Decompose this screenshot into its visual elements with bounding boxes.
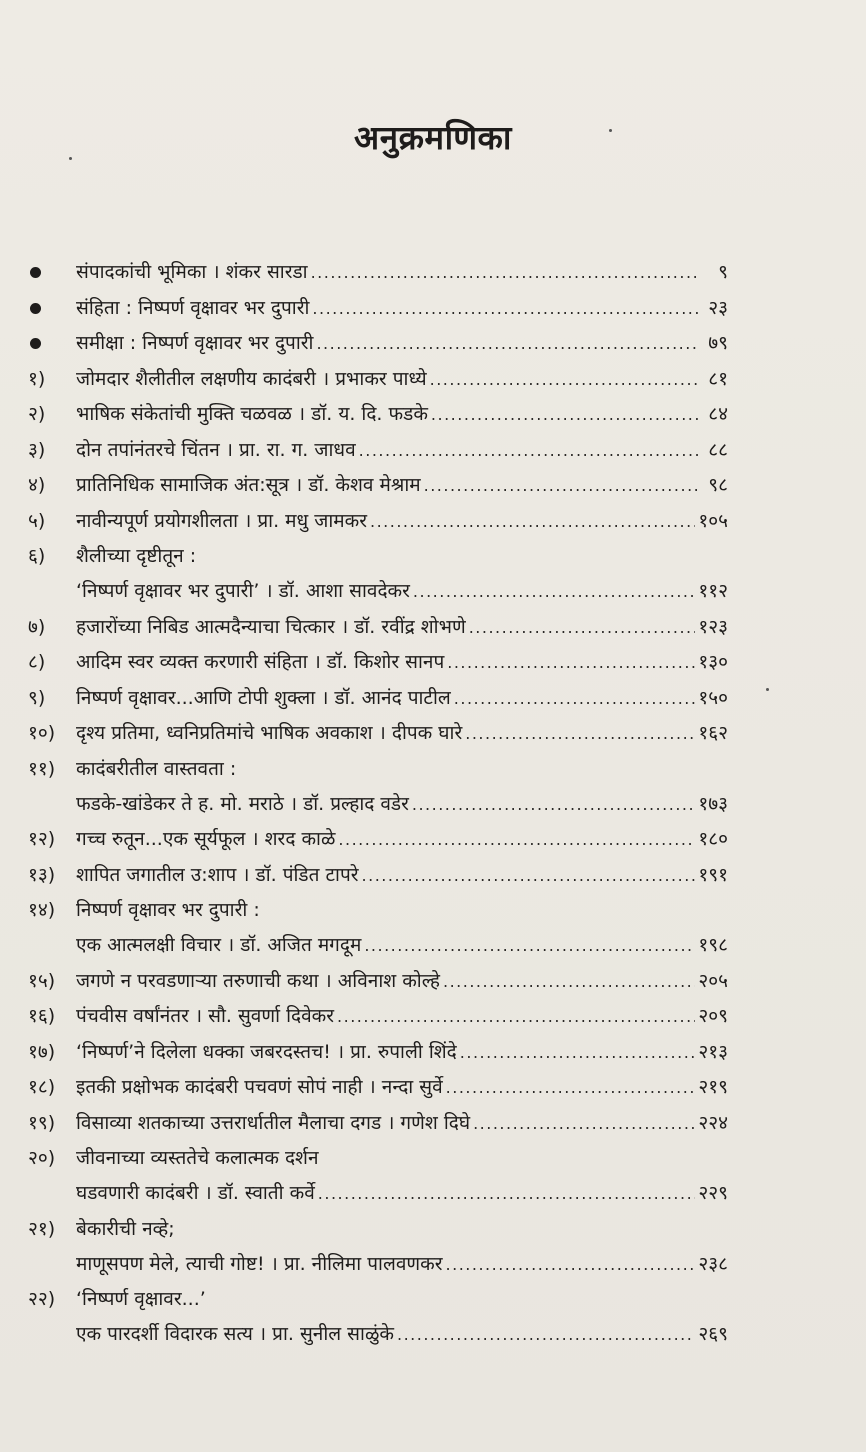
dot-leader — [370, 507, 695, 537]
entry-heading-line: कादंबरीतील वास्तवता : — [76, 757, 237, 780]
bullet-icon — [30, 338, 41, 349]
page-number: ९८ — [708, 474, 728, 496]
page-number: १९८ — [698, 934, 728, 956]
entry-row — [76, 718, 728, 749]
toc-entry — [28, 1214, 728, 1279]
page-number: १०५ — [698, 509, 728, 532]
toc-entry — [28, 824, 728, 854]
entry-number: १५) — [28, 969, 56, 992]
entry-title: प्रातिनिधिक सामाजिक अंत:सूत्र । डॉ. केशव मेश्राम — [76, 474, 421, 496]
dot-leader — [316, 329, 699, 359]
page-number: ८४ — [708, 403, 728, 425]
entry-number: १) — [28, 367, 46, 390]
entry-number: १३) — [28, 863, 56, 886]
entry-heading-line: शैलीच्या दृष्टीतून : — [76, 545, 197, 567]
page-number: २३ — [708, 296, 728, 319]
toc-entry — [28, 293, 728, 323]
entry-number: ८) — [28, 651, 46, 673]
page-number: २३८ — [698, 1252, 728, 1275]
page-number: ९ — [718, 261, 728, 283]
toc-entry — [28, 647, 728, 677]
page-number: १५० — [698, 686, 728, 709]
page-number: २०५ — [698, 969, 728, 992]
entry-number: १७) — [28, 1040, 56, 1063]
entry-number: ४) — [28, 474, 46, 496]
toc-entry — [28, 257, 728, 287]
entry-number: ७) — [28, 615, 46, 638]
dot-leader — [397, 1320, 695, 1350]
dot-leader — [446, 1073, 696, 1103]
entry-row — [76, 647, 728, 678]
entry-title: दोन तपांनंतरचे चिंतन । प्रा. रा. ग. जाधव — [76, 438, 356, 461]
entry-number: १४) — [28, 899, 56, 921]
toc-entry — [28, 1108, 728, 1138]
entry-title: पंचवीस वर्षांनंतर । सौ. सुवर्णा दिवेकर — [76, 1005, 335, 1027]
entry-title: जोमदार शैलीतील लक्षणीय कादंबरी । प्रभाकर पाध्ये — [76, 367, 427, 390]
dot-leader — [469, 613, 696, 643]
page-number: १८० — [698, 828, 728, 850]
entry-title: एक आत्मलक्षी विचार । डॉ. अजित मगदूम — [76, 934, 362, 956]
entry-heading-line: जीवनाच्या व्यस्ततेचे कलात्मक दर्शन — [76, 1147, 319, 1169]
entry-title: घडवणारी कादंबरी । डॉ. स्वाती कर्वे — [76, 1182, 315, 1204]
page-title: अनुक्रमणिका — [354, 118, 512, 157]
entry-row — [76, 293, 728, 324]
entry-title: माणूसपण मेले, त्याची गोष्ट! । प्रा. नीलिमा पालवणकर — [76, 1252, 443, 1275]
toc-entry — [28, 1037, 728, 1067]
entry-title: जगणे न परवडणाऱ्या तरुणाची कथा । अविनाश कोल्हे — [76, 969, 440, 992]
toc-entry — [28, 435, 728, 465]
entry-number: १२) — [28, 828, 56, 850]
page-number: ८८ — [708, 438, 728, 461]
entry-title: संहिता : निष्पर्ण वृक्षावर भर दुपारी — [76, 296, 310, 319]
entry-title: नावीन्यपूर्ण प्रयोगशीलता । प्रा. मधु जामकर — [76, 509, 367, 532]
toc-entry — [28, 1072, 728, 1102]
dot-leader — [473, 1109, 695, 1139]
dot-leader — [460, 1038, 696, 1068]
toc-entry — [28, 1001, 728, 1031]
entry-row — [76, 399, 728, 430]
dot-leader — [465, 719, 695, 749]
toc-entry — [28, 506, 728, 536]
page-number: १९१ — [698, 863, 728, 886]
dot-leader — [312, 294, 699, 324]
entry-row — [76, 1319, 728, 1350]
entry-title: आदिम स्वर व्यक्त करणारी संहिता । डॉ. किशोर सानप — [76, 651, 445, 673]
dot-leader — [454, 684, 696, 714]
bullet-icon — [30, 303, 41, 314]
entry-number: १९) — [28, 1111, 56, 1134]
entry-number: १८) — [28, 1076, 56, 1098]
entry-row — [76, 576, 728, 607]
toc-entry — [28, 399, 728, 429]
entry-title: निष्पर्ण वृक्षावर...आणि टोपी शुक्ला । डॉ. आनंद पाटील — [76, 686, 451, 709]
print-speck — [69, 157, 72, 160]
entry-row — [76, 1001, 728, 1032]
entry-title: भाषिक संकेतांची मुक्ति चळवळ । डॉ. य. दि. फडके — [76, 403, 428, 425]
page-number: २२४ — [698, 1111, 728, 1134]
entry-row — [76, 612, 728, 643]
entry-title: समीक्षा : निष्पर्ण वृक्षावर भर दुपारी — [76, 332, 314, 354]
table-of-contents — [28, 257, 728, 1355]
toc-entry — [28, 683, 728, 713]
toc-entry — [28, 718, 728, 748]
entry-heading-line: ‘निष्पर्ण वृक्षावर...’ — [76, 1288, 206, 1310]
entry-row — [76, 930, 728, 961]
toc-entry — [28, 860, 728, 890]
entry-row — [76, 470, 728, 501]
dot-leader — [413, 577, 695, 607]
toc-entry — [28, 1284, 728, 1349]
entry-number: २२) — [28, 1288, 56, 1310]
entry-number: १६) — [28, 1005, 56, 1027]
print-speck — [609, 129, 612, 132]
entry-row — [76, 683, 728, 714]
entry-title: विसाव्या शतकाच्या उत्तरार्धातील मैलाचा दगड । गणेश दिघे — [76, 1111, 471, 1134]
entry-title: गच्च रुतून...एक सूर्यफूल । शरद काळे — [76, 828, 336, 850]
toc-entry — [28, 754, 728, 819]
entry-heading-line: बेकारीची नव्हे; — [76, 1217, 175, 1240]
entry-number: ३) — [28, 438, 46, 461]
page-number: १७३ — [698, 792, 728, 815]
page-number: २१३ — [698, 1040, 728, 1063]
entry-number: २०) — [28, 1147, 56, 1169]
dot-leader — [424, 471, 699, 501]
entry-title: ‘निष्पर्ण’ने दिलेला धक्का जबरदस्तच! । प्रा. रुपाली शिंदे — [76, 1040, 457, 1063]
dot-leader — [443, 967, 695, 997]
entry-row — [76, 1072, 728, 1103]
entry-row — [76, 789, 728, 820]
dot-leader — [311, 258, 699, 288]
entry-number: ११) — [28, 757, 56, 780]
dot-leader — [430, 365, 699, 395]
dot-leader — [364, 931, 695, 961]
page-number: ११२ — [698, 580, 728, 602]
toc-entry — [28, 328, 728, 358]
entry-heading-line: निष्पर्ण वृक्षावर भर दुपारी : — [76, 899, 260, 921]
toc-entry — [28, 364, 728, 394]
entry-number: २१) — [28, 1217, 56, 1240]
dot-leader — [338, 825, 695, 855]
entry-number: २) — [28, 403, 46, 425]
page-number: २०९ — [698, 1005, 728, 1027]
dot-leader — [447, 648, 695, 678]
page-number: २६९ — [698, 1323, 728, 1345]
page-number: ८१ — [708, 367, 728, 390]
page-number: १३० — [698, 651, 728, 673]
toc-entry — [28, 612, 728, 642]
entry-title: शापित जगातील उ:शाप । डॉ. पंडित टापरे — [76, 863, 359, 886]
entry-number: ५) — [28, 509, 46, 532]
toc-entry — [28, 966, 728, 996]
entry-row — [76, 506, 728, 537]
entry-row — [76, 364, 728, 395]
entry-title: संपादकांची भूमिका । शंकर सारडा — [76, 261, 308, 283]
dot-leader — [318, 1179, 696, 1209]
toc-entry — [28, 541, 728, 606]
entry-row — [76, 1037, 728, 1068]
dot-leader — [359, 436, 699, 466]
dot-leader — [431, 400, 699, 430]
entry-title: फडके-खांडेकर ते ह. मो. मराठे । डॉ. प्रल्हाद वडेर — [76, 792, 409, 815]
entry-title: दृश्य प्रतिमा, ध्वनिप्रतिमांचे भाषिक अवकाश । दीपक घारे — [76, 722, 463, 744]
page-number: १६२ — [698, 722, 728, 744]
entry-number: ६) — [28, 545, 46, 567]
dot-leader — [412, 790, 695, 820]
entry-row — [76, 257, 728, 288]
dot-leader — [337, 1002, 695, 1032]
page-number: २२९ — [698, 1182, 728, 1204]
entry-row — [76, 824, 728, 855]
entry-row — [76, 1178, 728, 1209]
bullet-icon — [30, 267, 41, 278]
toc-entry — [28, 1143, 728, 1208]
page-number: २१९ — [698, 1076, 728, 1098]
dot-leader — [446, 1250, 696, 1280]
page-number: ७९ — [708, 332, 728, 354]
entry-row — [76, 328, 728, 359]
print-speck — [766, 688, 769, 691]
entry-title: एक पारदर्शी विदारक सत्य । प्रा. सुनील साळुंके — [76, 1323, 394, 1345]
toc-entry — [28, 895, 728, 960]
entry-title: इतकी प्रक्षोभक कादंबरी पचवणं सोपं नाही । नन्दा सुर्वे — [76, 1076, 443, 1098]
entry-number: १०) — [28, 722, 56, 744]
toc-entry — [28, 470, 728, 500]
entry-row — [76, 1108, 728, 1139]
entry-title: हजारोंच्या निबिड आत्मदैन्याचा चित्कार । डॉ. रवींद्र शोभणे — [76, 615, 466, 638]
entry-row — [76, 1249, 728, 1280]
entry-number: ९) — [28, 686, 46, 709]
entry-row — [76, 435, 728, 466]
entry-row — [76, 966, 728, 997]
page-number: १२३ — [698, 615, 728, 638]
dot-leader — [362, 861, 696, 891]
entry-title: ‘निष्पर्ण वृक्षावर भर दुपारी’ । डॉ. आशा सावदेकर — [76, 580, 410, 602]
entry-row — [76, 860, 728, 891]
